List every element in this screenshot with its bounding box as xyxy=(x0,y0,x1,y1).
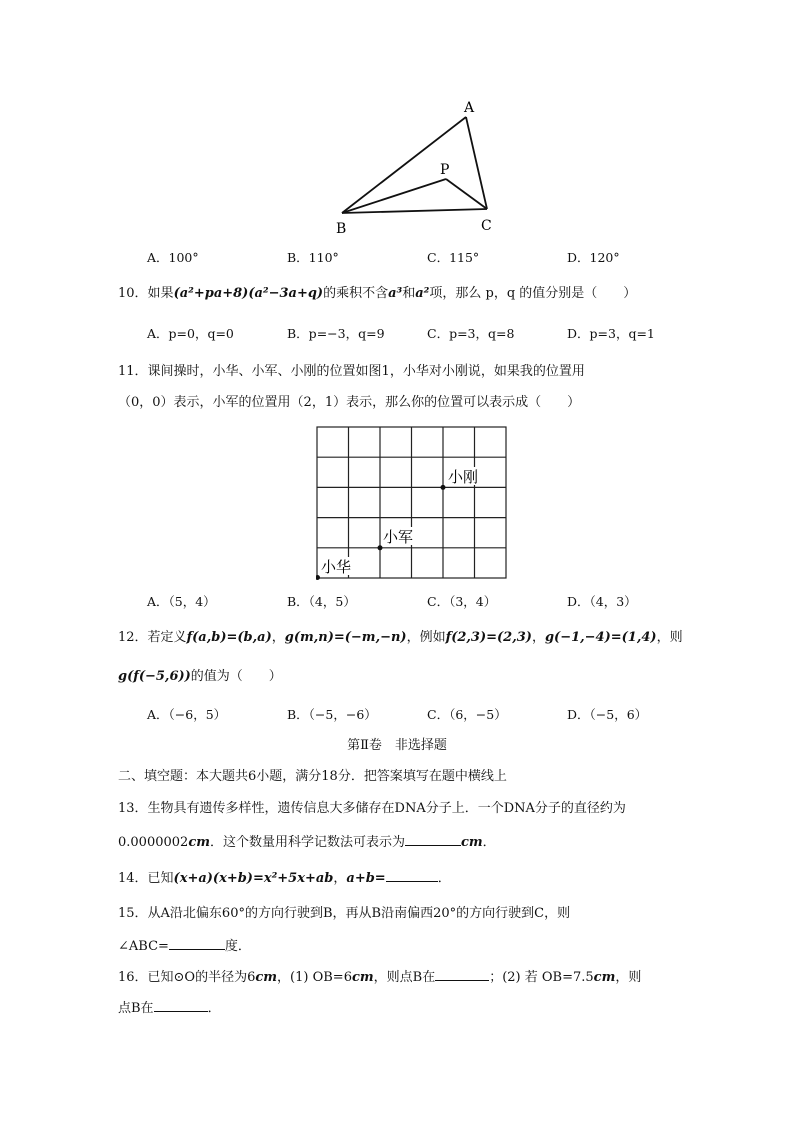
q15-prefix: ∠ABC= xyxy=(118,939,169,954)
q9-option-a: A．100° xyxy=(147,250,199,265)
grid-lines xyxy=(317,427,506,578)
q9-option-c: C．115° xyxy=(427,250,480,265)
q14-mid: ， xyxy=(333,871,347,886)
q10-middle: 的乘积不含 xyxy=(323,286,389,301)
q10-option-d: D．p=3，q=1 xyxy=(567,326,655,341)
label-xiaogang: 小刚 xyxy=(448,468,479,486)
q12-stem-line1 xyxy=(118,628,683,648)
q12-option-c: C．（6，−5） xyxy=(427,707,507,722)
q16-unit-b: cm xyxy=(351,970,374,985)
q10-option-c: C．p=3，q=8 xyxy=(427,326,515,341)
q10-suffix: 项，那么 p，q 的值分别是（ ） xyxy=(429,286,637,301)
label-c: C xyxy=(481,218,492,234)
q12-def-f: f(a,b)=(b,a) xyxy=(186,630,272,645)
q10-option-b: B．p=−3，q=9 xyxy=(287,326,385,341)
q16-part5: ，则 xyxy=(615,970,642,985)
q15-answer-blank[interactable] xyxy=(169,935,225,950)
q11-line1: 11．课间操时，小华、小军、小刚的位置如图1，小华对小刚说，如果我的位置用 xyxy=(118,364,585,379)
q15-line1: 15．从A沿北偏东60°的方向行驶到B，再从B沿南偏西20°的方向行驶到C，则 xyxy=(118,906,571,921)
q13-unit2: cm xyxy=(461,835,483,850)
q11-line2: （0，0）表示，小军的位置用（2，1）表示，那么你的位置可以表示成（ ） xyxy=(118,395,581,410)
q16-part1: 16．已知⊙O的半径为6 xyxy=(118,970,256,985)
q16-unit-c: cm xyxy=(593,970,616,985)
q12-stem-line2 xyxy=(118,667,282,687)
q12-expression: g(f(−5,6)) xyxy=(118,669,191,684)
q11-option-c: C．（3，4） xyxy=(427,594,497,609)
q12-example-g: g(−1,−4)=(1,4) xyxy=(544,630,657,645)
label-p: P xyxy=(440,162,450,178)
label-a: A xyxy=(464,100,475,116)
q11-option-d: D．（4，3） xyxy=(567,594,637,609)
q14-expression2: a+b= xyxy=(346,871,386,886)
q12-example-f: f(2,3)=(2,3) xyxy=(445,630,532,645)
q13-mid: ．这个数量用科学记数法可表示为 xyxy=(209,835,405,850)
figure-frame xyxy=(330,95,505,240)
q10-expression: (a²+pa+8)(a²−3a+q) xyxy=(173,286,324,301)
q14-expression: (x+a)(x+b)=x²+5x+ab xyxy=(173,871,334,886)
q14-end: ． xyxy=(437,871,451,886)
q13-answer-blank[interactable] xyxy=(405,831,461,846)
q14-answer-blank[interactable] xyxy=(386,867,438,882)
point-xiaojun xyxy=(378,545,383,550)
q10-term1: a³ xyxy=(388,286,403,301)
q12-then: ，则 xyxy=(656,630,683,645)
q12-prefix: 若定义 xyxy=(147,630,187,645)
section-title: 第Ⅱ卷 非选择题 xyxy=(347,738,447,753)
position-grid-figure xyxy=(316,426,508,582)
q16-part2: ，(1) OB=6 xyxy=(277,970,352,985)
q13-line1: 13．生物具有遗传多样性，遗传信息大多储存在DNA分子上．一个DNA分子的直径约为 xyxy=(118,801,626,816)
q9-option-b: B．110° xyxy=(287,250,339,265)
triangle-figure xyxy=(330,95,505,240)
q12-comma2: ， xyxy=(531,630,545,645)
q11-option-b: B．（4，5） xyxy=(287,594,356,609)
q16-answer-blank-2[interactable] xyxy=(154,997,208,1012)
q12-number: 12． xyxy=(118,630,148,645)
point-xiaogang xyxy=(441,485,446,490)
q12-option-d: D．（−5，6） xyxy=(567,707,648,722)
q13-line2 xyxy=(118,831,496,853)
q10-option-a: A．p=0，q=0 xyxy=(147,326,234,341)
q13-value: 0.0000002 xyxy=(118,835,189,850)
q12-def-g: g(m,n)=(−m,−n) xyxy=(284,630,407,645)
q16-answer-blank-1[interactable] xyxy=(435,966,489,981)
q13-end: ． xyxy=(482,835,496,850)
q16-part4: ；(2) 若 OB=7.5 xyxy=(489,970,594,985)
q9-option-d: D．120° xyxy=(567,250,620,265)
q16-unit-a: cm xyxy=(255,970,278,985)
q16-line1 xyxy=(118,966,641,988)
q12-example: ，例如 xyxy=(406,630,446,645)
q16-part3: ，则点B在 xyxy=(373,970,436,985)
q12-option-a: A．（−6，5） xyxy=(147,707,227,722)
q15-line2 xyxy=(118,935,251,957)
q11-option-a: A．（5，4） xyxy=(147,594,216,609)
q12-comma1: ， xyxy=(271,630,285,645)
q15-suffix: 度． xyxy=(224,939,251,954)
q10-stem xyxy=(118,284,636,304)
q10-prefix: 如果 xyxy=(147,286,174,301)
section-heading: 二、填空题：本大题共6小题，满分18分．把答案填写在题中横线上 xyxy=(118,769,507,784)
q16-line2-prefix: 点B在 xyxy=(118,1001,154,1016)
q12-suffix: 的值为（ ） xyxy=(190,669,282,684)
q13-unit: cm xyxy=(188,835,210,850)
label-xiaojun: 小军 xyxy=(383,528,414,546)
label-xiaohua: 小华 xyxy=(321,558,352,576)
q10-and: 和 xyxy=(402,286,416,301)
q14-number: 14．已知 xyxy=(118,871,174,886)
label-b: B xyxy=(336,221,347,237)
q16-line2-end: ． xyxy=(207,1001,221,1016)
point-xiaohua xyxy=(316,575,320,580)
q10-term2: a² xyxy=(415,286,430,301)
q10-number: 10． xyxy=(118,286,148,301)
q16-line2 xyxy=(118,997,221,1019)
q14-line xyxy=(118,867,451,889)
q12-option-b: B．（−5，−6） xyxy=(287,707,377,722)
